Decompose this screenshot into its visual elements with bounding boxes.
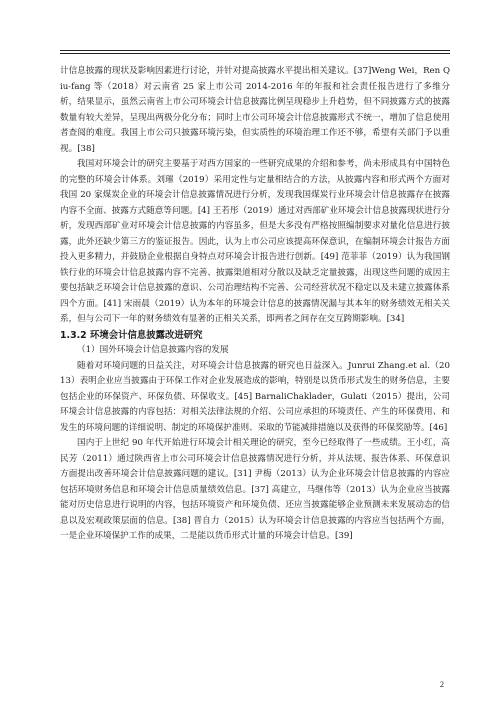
page-number: 2 xyxy=(440,680,444,689)
header-rule-thin xyxy=(60,50,450,51)
body-text xyxy=(60,64,450,545)
paragraph-foreign-research: 随着对环境问题的日益关注，对环境会计信息披露的研究也日益深入。Junrui Zhang.et al.（2013）表明企业应当披露由于环保工作对企业发展造成的影响，特别是以货币形式发生的财务信息，主要包括企业的环保资产、环保负债、环保收支。[45] BarnaliChaklader，Gulati（2015）提出，公司环境会计信息披露的内容包括：对相关法律法规的介绍、公司应承担的环境责任、产生的环保费用、和发生的环境问题的详细说明、制定的环境保护准则、采取的节能减排措施以及获得的环保奖励等。[46] xyxy=(60,360,450,433)
header-rule-thick xyxy=(60,53,450,54)
paragraph-domestic-research: 我国对环境会计的研究主要基于对西方国家的一些研究成果的介绍和参考，尚未形成具有中国特色的完整的环境会计体系。刘璀（2019）采用定性与定量相结合的方法，从披露内容和形式两个方面对我国 20 家煤炭企业的环境会计信息披露情况进行分析，发现我国煤炭行业环境会计信息披露存在披露内容不全面、披露方式随意等问题。[4] 王若彤（2019）通过对西部矿业环境会计信息披露现状进行分析，发现西部矿业对环境会计信息披露的内容虽多，但是大多没有严格按照编制要求对量化信息进行披露，此外还缺少第三方的鉴证报告。因此，认为上市公司应该提高环保意识，在编制环境会计报告方面投入更多精力，并鼓励企业根据自身特点对环境会计报告进行创新。[49] 范菲菲（2019）认为我国钢铁行业的环境会计信息披露内容不完善、披露渠道相对分散以及缺乏定量披露，出现这些问题的成因主要包括缺乏环境会计信息披露的意识、公司治理结构不完善、公司经营状况不稳定以及未建立披露体系四个方面。[41] 宋雨晨（2019）认为本年的环境会计信息的披露情况漏与其本年的财务绩效无相关关系，但与公司下一年的财务绩效有显著的正相关关系，即两者之间存在交互跨期影响。[34] xyxy=(60,159,450,324)
section-heading: 1.3.2 环境会计信息披露改进研究 xyxy=(60,329,203,341)
subheading: （1）国外环境会计信息披露内容的发展 xyxy=(77,345,229,355)
paragraph-domestic-disclosure: 国内于上世纪 90 年代开始进行环境会计相关理论的研究，至今已经取得了一些成绩。王小红，高民芳（2011）通过陕西省上市公司环境会计信息披露情况进行分析，并从法规、报告体系、环保意识方面提出改善环境会计信息披露问题的建议。[31] 尹梅（2013）认为企业环境会计信息披露的内容应包括环境财务信息和环境会计信息质量绩效信息。[37] 高建立，马继伟等（2013）认为企业应当披露能对历史信息进行说明的内容，包括环境资产和环境负债、还应当披露能够企业预测未来发展动态的信息以及宏观政策层面的信息。[38] 晋自力（2015）认为环境会计信息披露的内容应当包括两个方面，一是企业环境保护工作的成果，二是能以货币形式计量的环境会计信息。[39] xyxy=(60,438,450,541)
paragraph-continuation: 计信息披露的现状及影响因素进行讨论，并针对提高披露水平提出相关建议。[37]Weng Wei，Ren Qiu-fang 等（2018）对云南省 25 家上市公司 2014-2016 年的年报和社会责任报告进行了多维分析，结果显示，虽然云南省上市公司环境会计信息披露比例呈现稳步上升趋势，但不同披露方式的披露数量有较大差异，呈现出两极分化分布；同时上市公司环境会计信息披露形式不统一，增加了信息使用者查阅的难度。我国上市公司只披露环境污染，但实质性的环境治理工作还不够，希望有关部门予以重视。[38] xyxy=(60,66,450,154)
